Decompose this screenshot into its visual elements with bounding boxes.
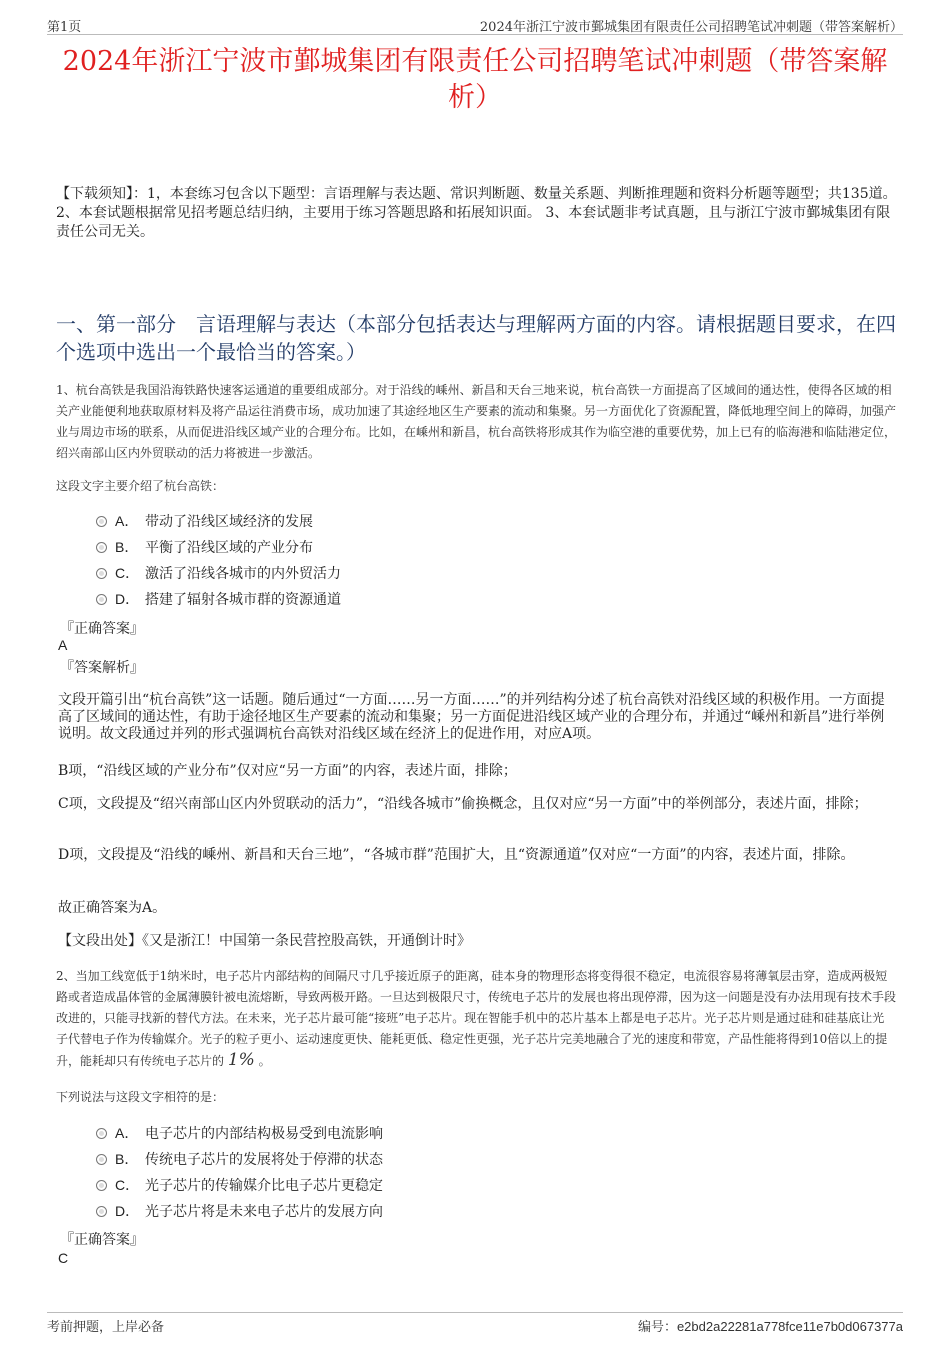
q2-passage: 2、当加工线宽低于1纳米时，电子芯片内部结构的间隔尺寸几乎接近原子的距离，硅本身的物理形态将变得很不稳定，电流很容易将薄氧层击穿，造成两极短路或者造成晶体管的金属薄膜针被电流熔断，导致两极开路。一旦达到极限尺寸，传统电子芯片的发展也将出现停滞，因为这一问题是没有办法用现有技术手段改进的，只能寻找新的替代方法。在未来，光子芯片最可能“接班”电子芯片。现在智能手机中的芯片基本上都是电子芯片。光子芯片则是通过硅和硅基底让光子代替电子作为传输媒介。光子的粒子更小、运动速度更快、能耗更低、稳定性更强，光子芯片完美地融合了光的速度和带宽，产品性能将得到10倍以上的提升，能耗却只有传统电子芯片的 1% 。	[56, 969, 897, 1070]
section-heading: 一、第一部分 言语理解与表达（本部分包括表达与理解两方面的内容。请根据题目要求，在四个选项中选出一个最恰当的答案。）	[56, 312, 896, 364]
footer-code: 编号：e2bd2a22281a778fce11e7b0d067377a	[637, 1319, 903, 1335]
radio-icon[interactable]	[96, 1128, 107, 1139]
q1-analysis-d: D项，文段提及“沿线的嵊州、新昌和天台三地”，“各城市群”范围扩大，且“资源通道”仅对应“一方面”的内容，表述片面，排除。	[58, 847, 855, 863]
q1-passage: 1、杭台高铁是我国沿海铁路快速客运通道的重要组成部分。对于沿线的嵊州、新昌和天台三地来说，杭台高铁一方面提高了区域间的通达性，使得各区域的相关产业能便利地获取原材料及将产品运往消费市场，成功加速了其途经地区生产要素的流动和集聚。另一方面优化了资源配置，降低地理空间上的障碍，加强产业与周边市场的联系，从而促进沿线区域产业的合理分布。比如，在嵊州和新昌，杭台高铁将形成其作为临空港的重要优势，加上已有的临海港和临陆港定位，绍兴南部山区内外贸联动的活力将被进一步激活。	[56, 383, 897, 460]
q2-option-b[interactable]: B． 传统电子芯片的发展将处于停滞的状态	[96, 1149, 383, 1169]
radio-icon[interactable]	[96, 1206, 107, 1217]
percent-value: 1%	[227, 1050, 255, 1070]
q1-option-d[interactable]: D． 搭建了辐射各城市群的资源通道	[96, 589, 341, 609]
radio-icon[interactable]	[96, 594, 107, 605]
radio-icon[interactable]	[96, 1154, 107, 1165]
header-doc-title: 2024年浙江宁波市鄞城集团有限责任公司招聘笔试冲刺题（带答案解析）	[479, 20, 903, 35]
q2-option-d[interactable]: D． 光子芯片将是未来电子芯片的发展方向	[96, 1201, 383, 1221]
document-title: 2024年浙江宁波市鄞城集团有限责任公司招聘笔试冲刺题（带答案解析）	[62, 46, 888, 113]
q1-option-b[interactable]: B． 平衡了沿线区域的产业分布	[96, 537, 313, 557]
q1-analysis-label: 『答案解析』	[60, 660, 144, 676]
q2-option-c[interactable]: C． 光子芯片的传输媒介比电子芯片更稳定	[96, 1175, 383, 1195]
q1-stem: 这段文字主要介绍了杭台高铁：	[56, 479, 225, 493]
q2-answer: C	[58, 1250, 69, 1266]
q1-option-a[interactable]: A． 带动了沿线区域经济的发展	[96, 511, 313, 531]
q2-option-a[interactable]: A． 电子芯片的内部结构极易受到电流影响	[96, 1123, 383, 1143]
footer-slogan: 考前押题，上岸必备	[47, 1320, 165, 1335]
download-notice: 【下载须知】：1，本套练习包含以下题型：言语理解与表达题、常识判断题、数量关系题、判断推理题和资料分析题等题型；共135道。 2、本套试题根据常见招考题总结归纳，主要用于练习答题思路和拓展知识面。 3、本套试题非考试真题，且与浙江宁波市鄞城集团有限责任公司无关。	[56, 186, 897, 240]
q1-analysis-b: B项，“沿线区域的产业分布”仅对应“另一方面”的内容，表述片面，排除；	[58, 763, 517, 779]
q2-stem: 下列说法与这段文字相符的是：	[56, 1090, 225, 1104]
q1-answer-label: 『正确答案』	[60, 621, 144, 637]
q1-analysis-main: 文段开篇引出“杭台高铁”这一话题。随后通过“一方面……另一方面……”的并列结构分述了杭台高铁对沿线区域的积极作用。一方面提高了区域间的通达性，有助于途径地区生产要素的流动和集聚；另一方面促进沿线区域产业的合理分布，并通过“嵊州和新昌”进行举例说明。故文段通过并列的形式强调杭台高铁对沿线区域在经济上的促进作用，对应A项。	[58, 692, 885, 742]
q2-answer-label: 『正确答案』	[60, 1232, 144, 1248]
radio-icon[interactable]	[96, 568, 107, 579]
q1-option-c[interactable]: C． 激活了沿线各城市的内外贸活力	[96, 563, 341, 583]
radio-icon[interactable]	[96, 542, 107, 553]
radio-icon[interactable]	[96, 1180, 107, 1191]
page-footer	[47, 1312, 903, 1335]
radio-icon[interactable]	[96, 516, 107, 527]
page-number: 第1页	[47, 20, 82, 35]
page-header	[47, 14, 903, 35]
q1-answer: A	[58, 637, 68, 653]
q1-analysis-c: C项，文段提及“绍兴南部山区内外贸联动的活力”，“沿线各城市”偷换概念，且仅对应“另一方面”中的举例部分，表述片面，排除；	[58, 796, 868, 812]
q1-source: 【文段出处】《又是浙江！中国第一条民营控股高铁，开通倒计时》	[58, 933, 471, 949]
q1-conclusion: 故正确答案为A。	[58, 900, 167, 916]
